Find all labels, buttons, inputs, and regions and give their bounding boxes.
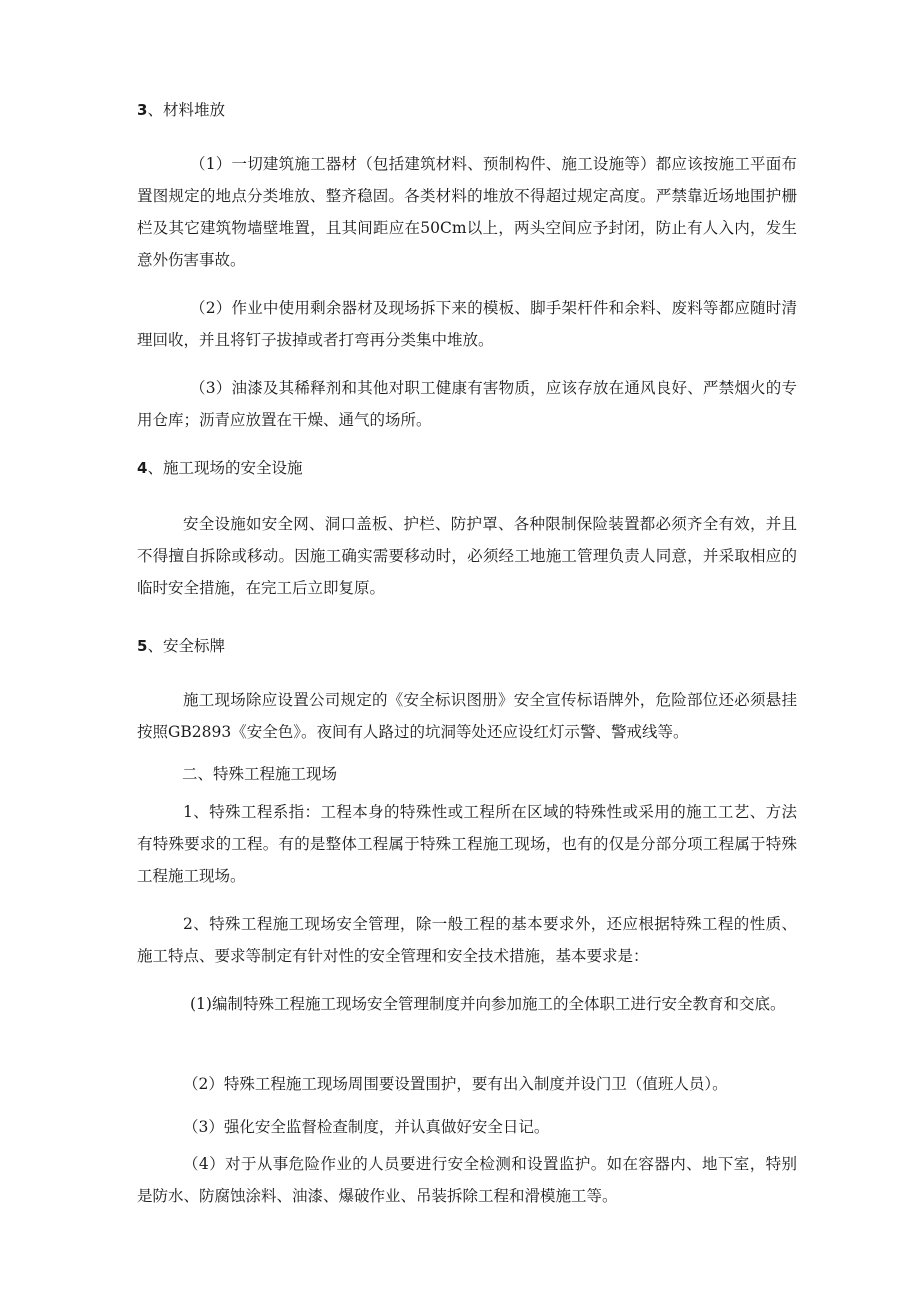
- section-4-heading: [137, 458, 302, 478]
- section-3-heading: [137, 100, 225, 120]
- section-4-paragraph-1: 安全设施如安全网、洞口盖板、护栏、防护罩、各种限制保险装置都必须齐全有效，并且不得擅自拆除或移动。因施工确实需要移动时，必须经工地施工管理负责人同意，并采取相应的临时安全措施，在完工后立即复原。: [137, 515, 797, 597]
- section-3-paragraph-3: （3）油漆及其稀释剂和其他对职工健康有害物质，应该存放在通风良好、严禁烟火的专用仓库；沥青应放置在干燥、通气的场所。: [137, 379, 797, 429]
- section-3-title: 、材料堆放: [147, 101, 225, 119]
- section-3-paragraph-1: （1）一切建筑施工器材（包括建筑材料、预制构件、施工设施等）都应该按施工平面布置图规定的地点分类堆放、整齐稳固。各类材料的堆放不得超过规定高度。严禁靠近场地围护栅栏及其它建筑物墙壁堆置，且其间距应在50Cm以上，两头空间应予封闭，防止有人入内，发生意外伤害事故。: [137, 155, 797, 269]
- section-3-paragraph-2: （2）作业中使用剩余器材及现场拆下来的模板、脚手架杆件和余料、废料等都应随时清理回收，并且将钉子拔掉或者打弯再分类集中堆放。: [137, 299, 797, 349]
- section-4-number: 4: [137, 459, 148, 477]
- section-5-heading: [137, 636, 225, 656]
- part-2-paragraph-2: 2、特殊工程施工现场安全管理，除一般工程的基本要求外，还应根据特殊工程的性质、施工特点、要求等制定有针对性的安全管理和安全技术措施，基本要求是：: [137, 915, 797, 965]
- section-3-number: 3: [137, 101, 148, 119]
- part-2-requirement-3: （3）强化安全监督检查制度，并认真做好安全日记。: [183, 1118, 550, 1136]
- part-2-requirement-1: (1)编制特殊工程施工现场安全管理制度并向参加施工的全体职工进行安全教育和交底。: [190, 995, 786, 1013]
- section-5-title: 、安全标牌: [147, 637, 225, 655]
- part-2-requirement-2: （2）特殊工程施工现场周围要设置围护，要有出入制度并设门卫（值班人员）。: [183, 1075, 728, 1093]
- part-2-title: 二、特殊工程施工现场: [182, 765, 338, 783]
- part-2-paragraph-1: 1、特殊工程系指：工程本身的特殊性或工程所在区域的特殊性或采用的施工工艺、方法有特殊要求的工程。有的是整体工程属于特殊工程施工现场，也有的仅是分部分项工程属于特殊工程施工现场。: [137, 803, 797, 885]
- section-5-paragraph-1: 施工现场除应设置公司规定的《安全标识图册》安全宣传标语牌外，危险部位还必须悬挂按照GB2893《安全色》。夜间有人路过的坑洞等处还应设红灯示警、警戒线等。: [137, 691, 797, 741]
- section-5-number: 5: [137, 637, 148, 655]
- part-2-requirement-4: （4）对于从事危险作业的人员要进行安全检测和设置监护。如在容器内、地下室，特别是防水、防腐蚀涂料、油漆、爆破作业、吊装拆除工程和滑模施工等。: [137, 1155, 797, 1205]
- section-4-title: 、施工现场的安全设施: [147, 459, 303, 477]
